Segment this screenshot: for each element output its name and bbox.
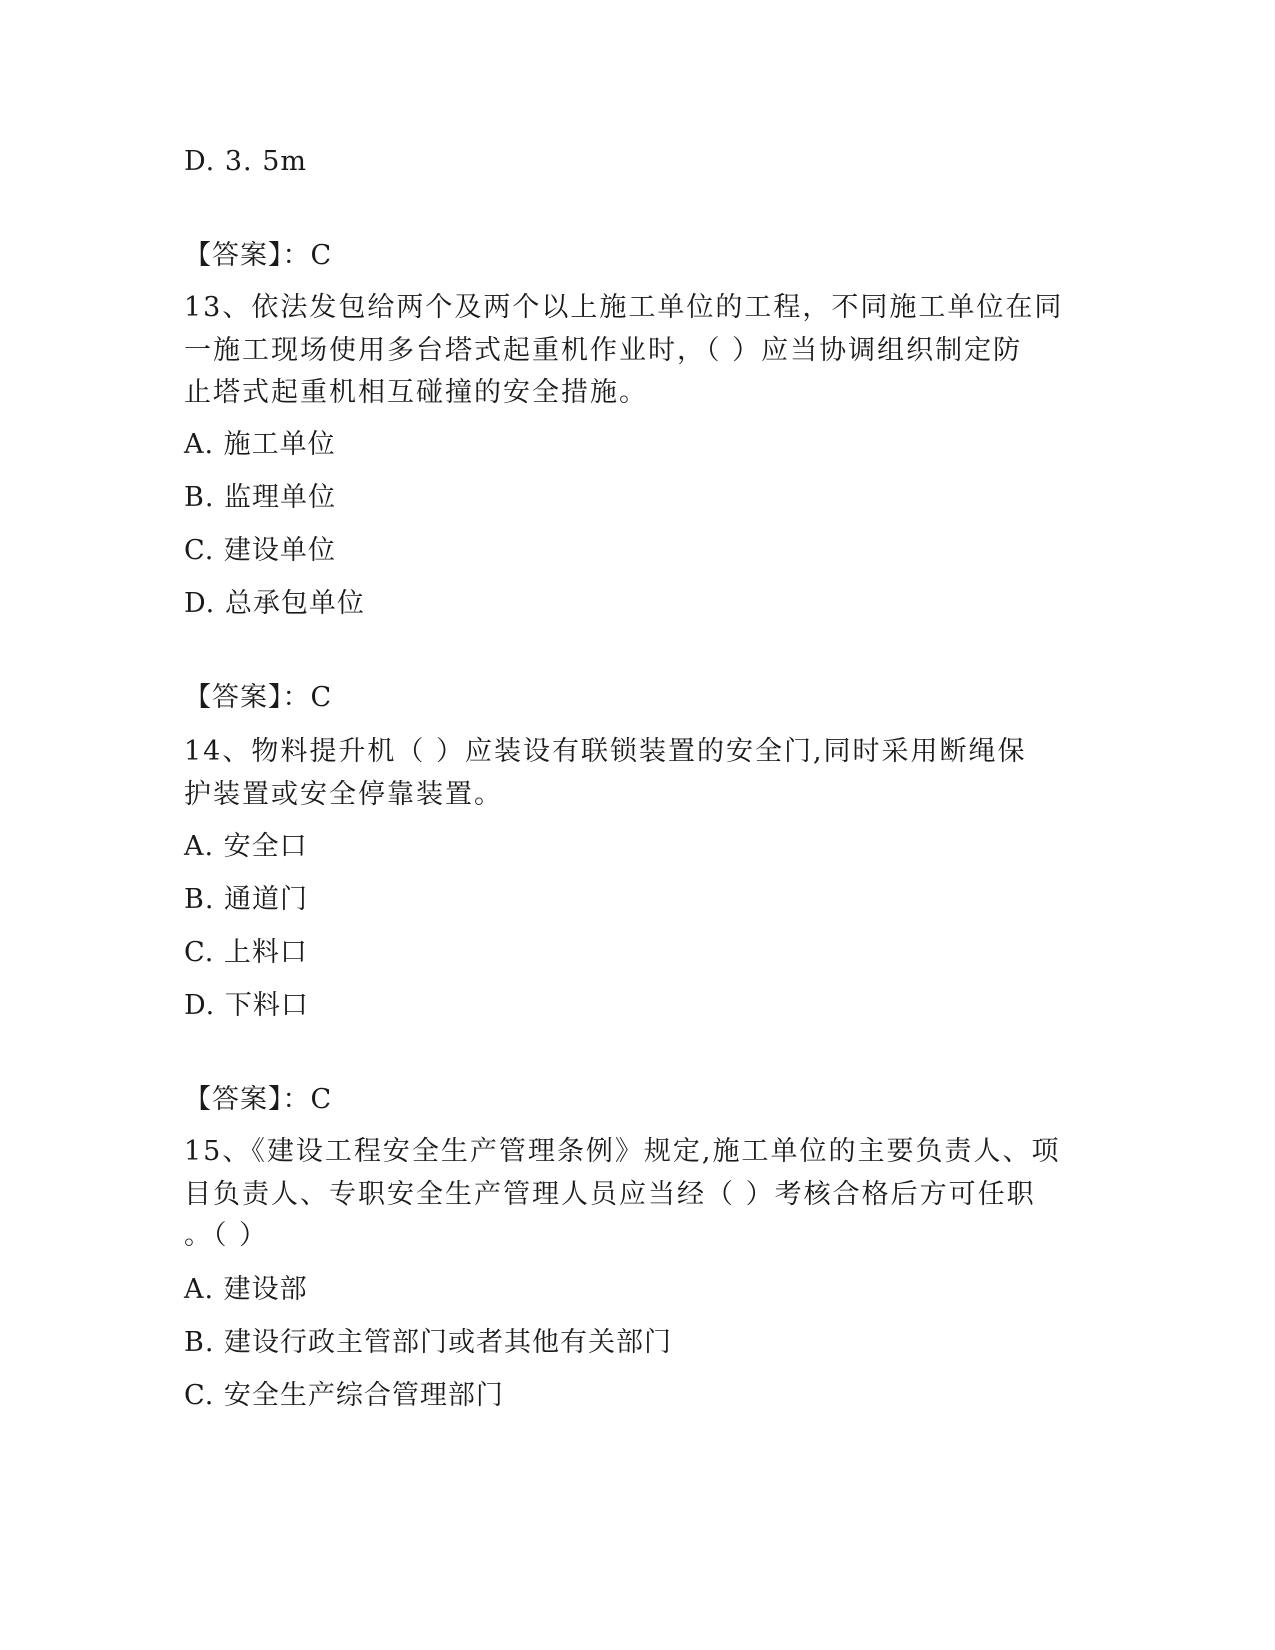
question-text-line: 。（ ） — [184, 1220, 269, 1251]
answer-label: 【答案】：C — [184, 1084, 333, 1115]
answer-label: 【答案】：C — [184, 682, 333, 713]
question-text-line: 13、依法发包给两个及两个以上施工单位的工程，不同施工单位在同 — [184, 292, 1064, 323]
question-text-line: 止塔式起重机相互碰撞的安全措施。 — [184, 377, 648, 408]
question-text-line: 14、物料提升机（ ）应装设有联锁装置的安全门,同时采用断绳保 — [184, 736, 1027, 767]
option-b: B. 监理单位 — [184, 482, 337, 513]
option-a: A. 建设部 — [184, 1274, 308, 1305]
question-text-line: 目负责人、专职安全生产管理人员应当经（ ）考核合格后方可任职 — [184, 1179, 1036, 1210]
option-b: B. 建设行政主管部门或者其他有关部门 — [184, 1327, 673, 1358]
question-text-line: 护装置或安全停靠装置。 — [184, 779, 503, 810]
question-text-line: 15、《建设工程安全生产管理条例》规定,施工单位的主要负责人、项 — [184, 1136, 1061, 1167]
option-c: C. 建设单位 — [184, 535, 336, 566]
option-d: D. 3. 5m — [184, 146, 307, 177]
option-d: D. 下料口 — [184, 990, 309, 1021]
option-b: B. 通道门 — [184, 884, 309, 915]
option-a: A. 施工单位 — [184, 429, 336, 460]
option-c: C. 安全生产综合管理部门 — [184, 1380, 504, 1411]
answer-label: 【答案】：C — [184, 240, 333, 271]
question-text-line: 一施工现场使用多台塔式起重机作业时，（ ）应当协调组织制定防 — [184, 335, 1023, 366]
option-d: D. 总承包单位 — [184, 588, 365, 619]
option-c: C. 上料口 — [184, 937, 308, 968]
option-a: A. 安全口 — [184, 831, 308, 862]
